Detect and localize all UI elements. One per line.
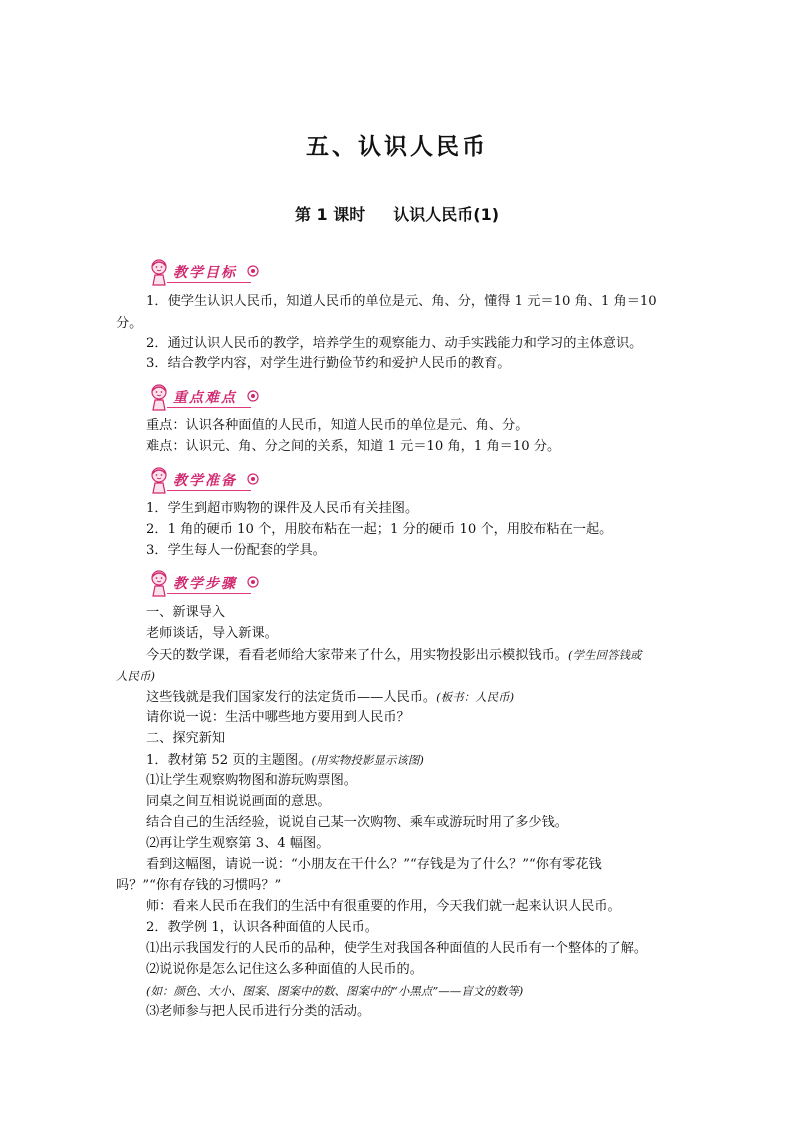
step-line: 请你说一说：生活中哪些地方要用到人民币？ (146, 710, 410, 725)
chapter-title: 五、认识人民币 (306, 134, 488, 160)
section-header-steps (147, 569, 259, 597)
section-header-goals (147, 258, 259, 286)
step-line (146, 645, 642, 666)
lesson-number: 第 1 课时 (294, 205, 366, 224)
keypoint-item: 难点：认识元、角、分之间的关系，知道 1 元＝10 角，1 角＝10 分。 (146, 439, 561, 454)
step-note: (用实物投影显示该图) (311, 753, 424, 767)
section-header-prep (147, 466, 259, 494)
step-line: ⑴让学生观察购物图和游玩购票图。 (146, 773, 357, 788)
step-line: 一、新课导入 (146, 605, 226, 620)
step-line: ⑵再让学生观察第 3、4 幅图。 (146, 836, 330, 851)
step-line: 看到这幅图，请说一说：“小朋友在干什么？”“存钱是为了什么？”“你有零花钱 (146, 857, 602, 872)
target-icon (247, 265, 259, 277)
step-line: ⑴出示我国发行的人民币的品种，使学生对我国各种面值的人民币有一个整体的了解。 (146, 941, 648, 956)
step-text: 1．教材第 52 页的主题图。 (146, 753, 312, 768)
step-line: 吗？”“你有存钱的习惯吗？” (116, 878, 282, 893)
section-header-text: 教学步骤 (173, 576, 237, 592)
step-note: 人民币) (116, 669, 155, 683)
section-header-text: 重点难点 (173, 390, 237, 406)
lesson-name: 认识人民币(1) (393, 205, 500, 224)
step-text: 这些钱就是我们国家发行的法定货币——人民币。 (146, 690, 437, 705)
section-header-text: 教学准备 (173, 473, 237, 489)
step-line: 师：看来人民币在我们的生活中有很重要的作用，今天我们就一起来认识人民币。 (146, 899, 621, 914)
step-line: ⑵说说你是怎么记住这么多种面值的人民币的。 (146, 962, 423, 977)
goal-item: 3．结合教学内容，对学生进行勤俭节约和爱护人民币的教育。 (146, 356, 511, 371)
step-line: 同桌之间互相说说画面的意思。 (146, 794, 331, 809)
target-icon (247, 473, 259, 485)
step-line: 老师谈话，导入新课。 (146, 626, 278, 641)
goal-item: 分。 (116, 316, 143, 331)
step-text: 今天的数学课，看看老师给大家带来了什么，用实物投影出示模拟钱币。 (146, 648, 568, 663)
prep-item: 3．学生每人一份配套的学具。 (146, 543, 326, 558)
target-icon (247, 390, 259, 402)
prep-item: 1．学生到超市购物的课件及人民币有关挂图。 (146, 501, 419, 516)
goal-item: 1．使学生认识人民币，知道人民币的单位是元、角、分，懂得 1 元＝10 角、1 角＝10 (146, 294, 657, 309)
section-header-text: 教学目标 (173, 265, 237, 281)
step-line: 二、探究新知 (146, 731, 226, 746)
step-line (146, 687, 514, 708)
step-note: (板书：人民币) (436, 690, 515, 704)
lesson-title (0, 202, 794, 225)
section-header-keypoints (147, 383, 259, 411)
goal-item: 2．通过认识人民币的教学，培养学生的观察能力、动手实践能力和学习的主体意识。 (146, 336, 643, 351)
step-line: ⑶老师参与把人民币进行分类的活动。 (146, 1004, 371, 1019)
step-line: 结合自己的生活经验，说说自己某一次购物、乘车或游玩时用了多少钱。 (146, 815, 568, 830)
step-line: 2．教学例 1，认识各种面值的人民币。 (146, 920, 378, 935)
prep-item: 2．1 角的硬币 10 个，用胶布粘在一起；1 分的硬币 10 个，用胶布粘在一起。 (146, 522, 613, 537)
step-note: (学生回答钱或 (568, 648, 642, 662)
keypoint-item: 重点：认识各种面值的人民币，知道人民币的单位是元、角、分。 (146, 418, 529, 433)
step-line (146, 750, 424, 771)
step-note: (如：颜色、大小、图案、图案中的数、图案中的“小黑点”——盲文的数等) (146, 984, 524, 998)
target-icon (247, 576, 259, 588)
